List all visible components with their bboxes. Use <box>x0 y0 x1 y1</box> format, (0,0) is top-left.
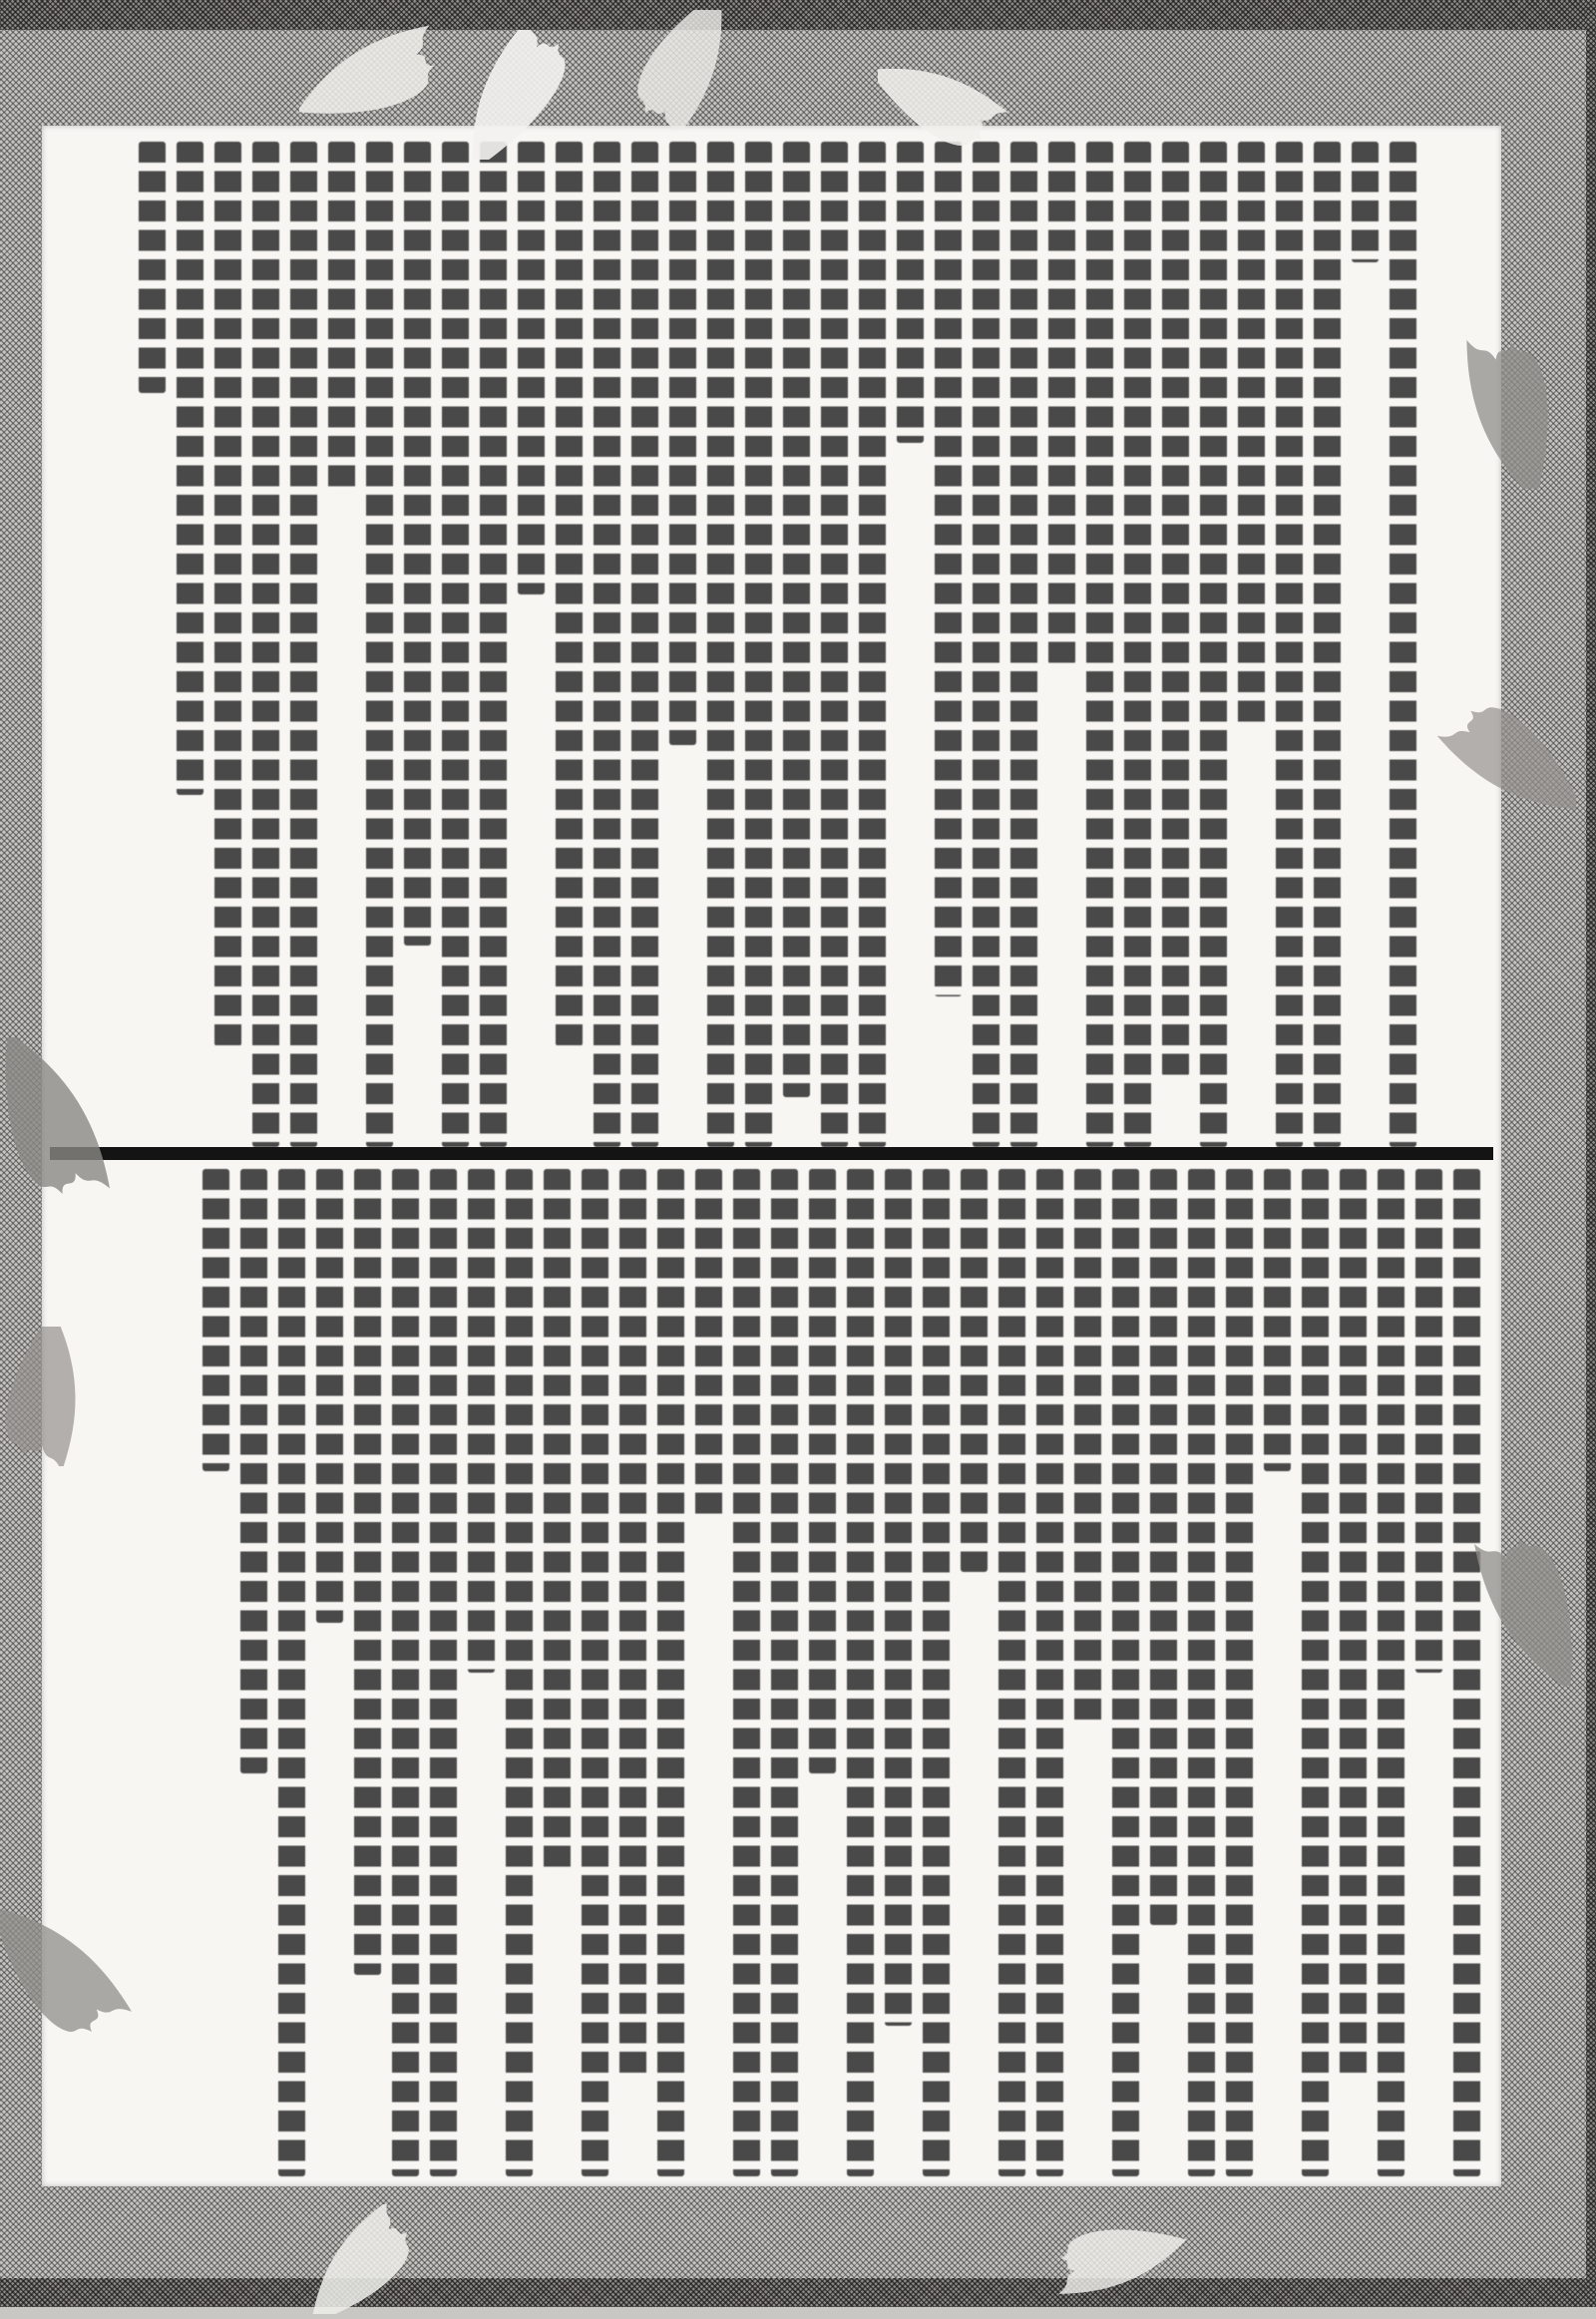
redacted-text-column <box>771 1169 798 2176</box>
redacted-text-column <box>252 142 279 1147</box>
redacted-text-column <box>1378 1169 1404 2176</box>
redacted-text-column <box>1390 142 1416 1147</box>
redacted-text-column <box>1036 1169 1063 2176</box>
redacted-text-column <box>1264 1169 1291 1471</box>
redacted-text-column <box>1238 142 1265 725</box>
redacted-text-column <box>442 142 469 1147</box>
redacted-text-column <box>556 142 583 1046</box>
redacted-text-column <box>354 1169 381 1975</box>
redacted-text-column <box>1124 142 1151 1147</box>
redacted-text-column <box>506 1169 533 2176</box>
redacted-text-column <box>847 1169 874 2176</box>
redacted-text-column <box>278 1169 305 2176</box>
redacted-text-column <box>1074 1169 1101 1724</box>
redacted-text-column <box>594 142 620 1147</box>
redacted-text-column <box>139 142 166 393</box>
redacted-text-column <box>859 142 886 1147</box>
redacted-text-column <box>707 142 734 1147</box>
redacted-text-column <box>1048 142 1075 664</box>
redacted-text-column <box>328 142 355 494</box>
redacted-text-column <box>733 1169 760 2176</box>
redacted-text-column <box>1200 142 1227 1147</box>
redacted-text-column <box>669 142 696 745</box>
redacted-text-column <box>631 142 658 1147</box>
redacted-text-column <box>1302 1169 1329 2176</box>
redacted-text-column <box>1150 1169 1177 1925</box>
redacted-text-column <box>214 142 241 1046</box>
scan-edge-top <box>0 0 1596 30</box>
redacted-text-column <box>695 1169 722 1522</box>
redacted-text-column <box>619 1169 646 2076</box>
redacted-text-column <box>657 1169 684 2176</box>
scan-edge-bottom <box>0 2278 1596 2307</box>
redacted-text-column <box>240 1169 267 1773</box>
redacted-text-column <box>468 1169 495 1673</box>
redacted-text-column <box>392 1169 419 2176</box>
page-surface <box>42 126 1501 2186</box>
redacted-text-column <box>177 142 203 795</box>
redacted-text-column <box>1415 1169 1442 1673</box>
redacted-text-column <box>1352 142 1379 262</box>
redacted-text-column <box>1314 142 1341 1147</box>
redacted-text-column <box>582 1169 608 2176</box>
redacted-text-column <box>366 142 393 1147</box>
redacted-text-column <box>518 142 545 594</box>
redacted-text-column <box>923 1169 950 2176</box>
redacted-text-column <box>821 142 848 1147</box>
redacted-text-column <box>1112 1169 1139 2176</box>
redacted-text-column <box>745 142 772 1147</box>
bottom-text-block <box>164 1169 1480 2176</box>
redacted-text-column <box>1010 142 1037 1147</box>
redacted-text-column <box>1188 1169 1215 2176</box>
section-divider-rule <box>50 1147 1493 1160</box>
redacted-text-column <box>544 1169 571 1874</box>
redacted-text-column <box>1340 1169 1367 2076</box>
redacted-text-column <box>316 1169 343 1623</box>
redacted-text-column <box>1276 142 1303 1147</box>
redacted-text-column <box>935 142 962 996</box>
redacted-text-column <box>1453 1169 1480 2176</box>
redacted-text-column <box>404 142 431 946</box>
redacted-text-column <box>783 142 810 1097</box>
redacted-text-column <box>973 142 999 1147</box>
redacted-text-column <box>202 1169 229 1471</box>
scan-edge-right <box>1586 0 1596 2307</box>
redacted-text-column <box>480 142 507 1147</box>
redacted-text-column <box>998 1169 1025 2176</box>
redacted-text-column <box>1226 1169 1253 2176</box>
redacted-text-column <box>1086 142 1113 1147</box>
redacted-text-column <box>1162 142 1189 1076</box>
top-text-block <box>120 142 1416 1147</box>
redacted-text-column <box>290 142 317 1147</box>
redacted-text-column <box>961 1169 988 1572</box>
redacted-text-column <box>809 1169 836 1773</box>
redacted-text-column <box>885 1169 912 2026</box>
redacted-text-column <box>897 142 924 443</box>
redacted-text-column <box>430 1169 457 2176</box>
